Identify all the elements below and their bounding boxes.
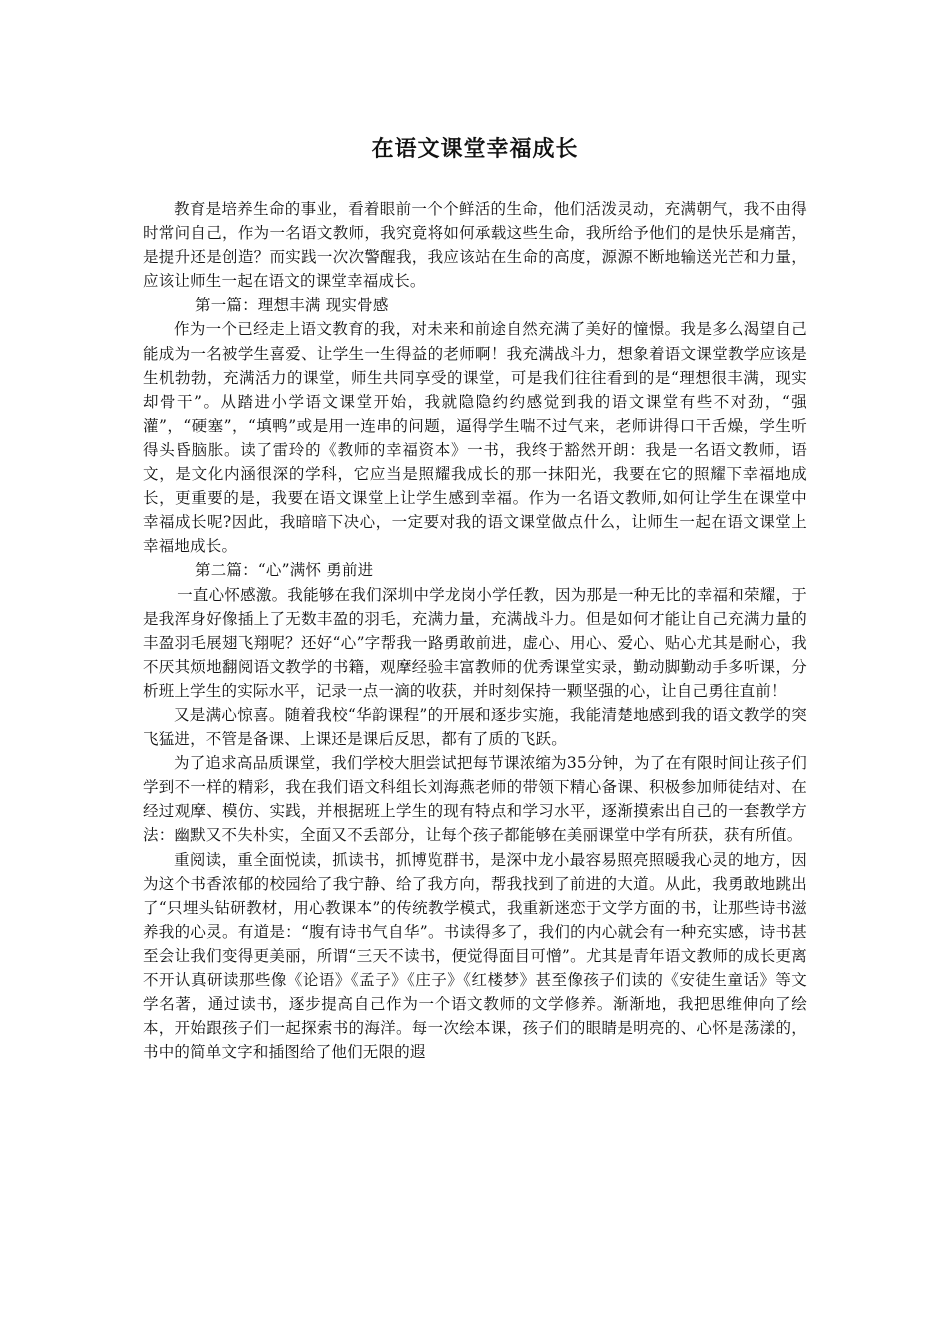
document-title: 在语文课堂幸福成长 [371,137,579,162]
paragraph-quality-class: 为了追求高品质课堂，我们学校大胆尝试把每节课浓缩为35分钟，为了在有限时间让孩子们学到不一样的精彩，我在我们语文科组长刘海燕老师的带领下精心备课、积极参加师徒结对、在经过观摩、模仿、实践，并根据班上学生的现有特点和学习水平，逐渐摸索出自己的一套教学方法：幽默又不失朴实，全面又不丢部分，让每个孩子都能够在美丽课堂中学有所获，获有所值。 [143,754,807,845]
paragraph-reading: 重阅读，重全面悦读，抓读书，抓博览群书，是深中龙小最容易照亮照暖我心灵的地方，因为这个书香浓郁的校园给了我宁静、给了我方向，帮我找到了前进的大道。从此，我勇敢地跳出了“只埋头钻研教材，用心教课本”的传统教学模式，我重新迷恋于文学方面的书，让那些诗书滋养我的心灵。有道是：“腹有诗书气自华”。书读得多了，我们的内心就会有一种充实感，诗书甚至会让我们变得更美丽，所谓“三天不读书，便觉得面目可憎”。尤其是青年语文教师的成长更离不开认真研读那些像《论语》《孟子》《庄子》《红楼梦》甚至像孩子们读的《安徒生童话》等文学名著，通过读书，逐步提高自己作为一个语文教师的文学修养。渐渐地，我把思维伸向了绘本，开始跟孩子们一起探索书的海洋。每一次绘本课，孩子们的眼睛是明亮的、心怀是荡漾的，书中的简单文字和插图给了他们无限的遐 [143,850,807,1062]
section-heading-2: 第二篇：“心”满怀 勇前进 [195,561,374,580]
paragraph-surprise: 又是满心惊喜。随着我校“华韵课程”的开展和逐步实施，我能清楚地感到我的语文教学的突飞猛进，不管是备课、上课还是课后反思，都有了质的飞跃。 [143,705,807,749]
section-heading-1: 第一篇：理想丰满 现实骨感 [195,296,389,315]
document-body [143,197,807,1064]
paragraph-gratitude: 一直心怀感激。我能够在我们深圳中学龙岗小学任教，因为那是一种无比的幸福和荣耀，于是我浑身好像插上了无数丰盈的羽毛，充满力量，充满战斗力。但是如何才能让自己充满力量的丰盈羽毛展翅飞翔呢？还好“心”字帮我一路勇敢前进，虚心、用心、爱心、贴心尤其是耐心，我不厌其烦地翻阅语文教学的书籍，观摩经验丰富教师的优秀课堂实录，勤动脚勤动手多听课，分析班上学生的实际水平，记录一点一滴的收获，并时刻保持一颗坚强的心，让自己勇往直前！ [143,585,807,700]
paragraph-intro: 教育是培养生命的事业，看着眼前一个个鲜活的生命，他们活泼灵动，充满朝气，我不由得时常问自己，作为一名语文教师，我究竟将如何承载这些生命，我所给予他们的是快乐是痛苦，是提升还是创造？而实践一次次警醒我，我应该站在生命的高度，源源不断地输送光芒和力量，应该让师生一起在语文的课堂幸福成长。 [143,200,807,291]
paragraph-section1: 作为一个已经走上语文教育的我，对未来和前途自然充满了美好的憧憬。我是多么渴望自己能成为一名被学生喜爱、让学生一生得益的老师啊！我充满战斗力，想象着语文课堂教学应该是生机勃勃，充满活力的课堂，师生共同享受的课堂，可是我们往往看到的是“理想很丰满，现实却骨干”。从踏进小学语文课堂开始，我就隐隐约约感觉到我的语文课堂有些不对劲，“强灌”，“硬塞”，“填鸭”或是用一连串的问题，逼得学生喘不过气来，老师讲得口干舌燥，学生听得头昏脑胀。读了雷玲的《教师的幸福资本》一书，我终于豁然开朗：我是一名语文教师，语文，是文化内涵很深的学科，它应当是照耀我成长的那一抹阳光，我要在它的照耀下幸福地成长，更重要的是，我要在语文课堂上让学生感到幸福。作为一名语文教师,如何让学生在课堂中幸福成长呢?因此，我暗暗下决心，一定要对我的语文课堂做点什么，让师生一起在语文课堂上幸福地成长。 [143,320,807,556]
